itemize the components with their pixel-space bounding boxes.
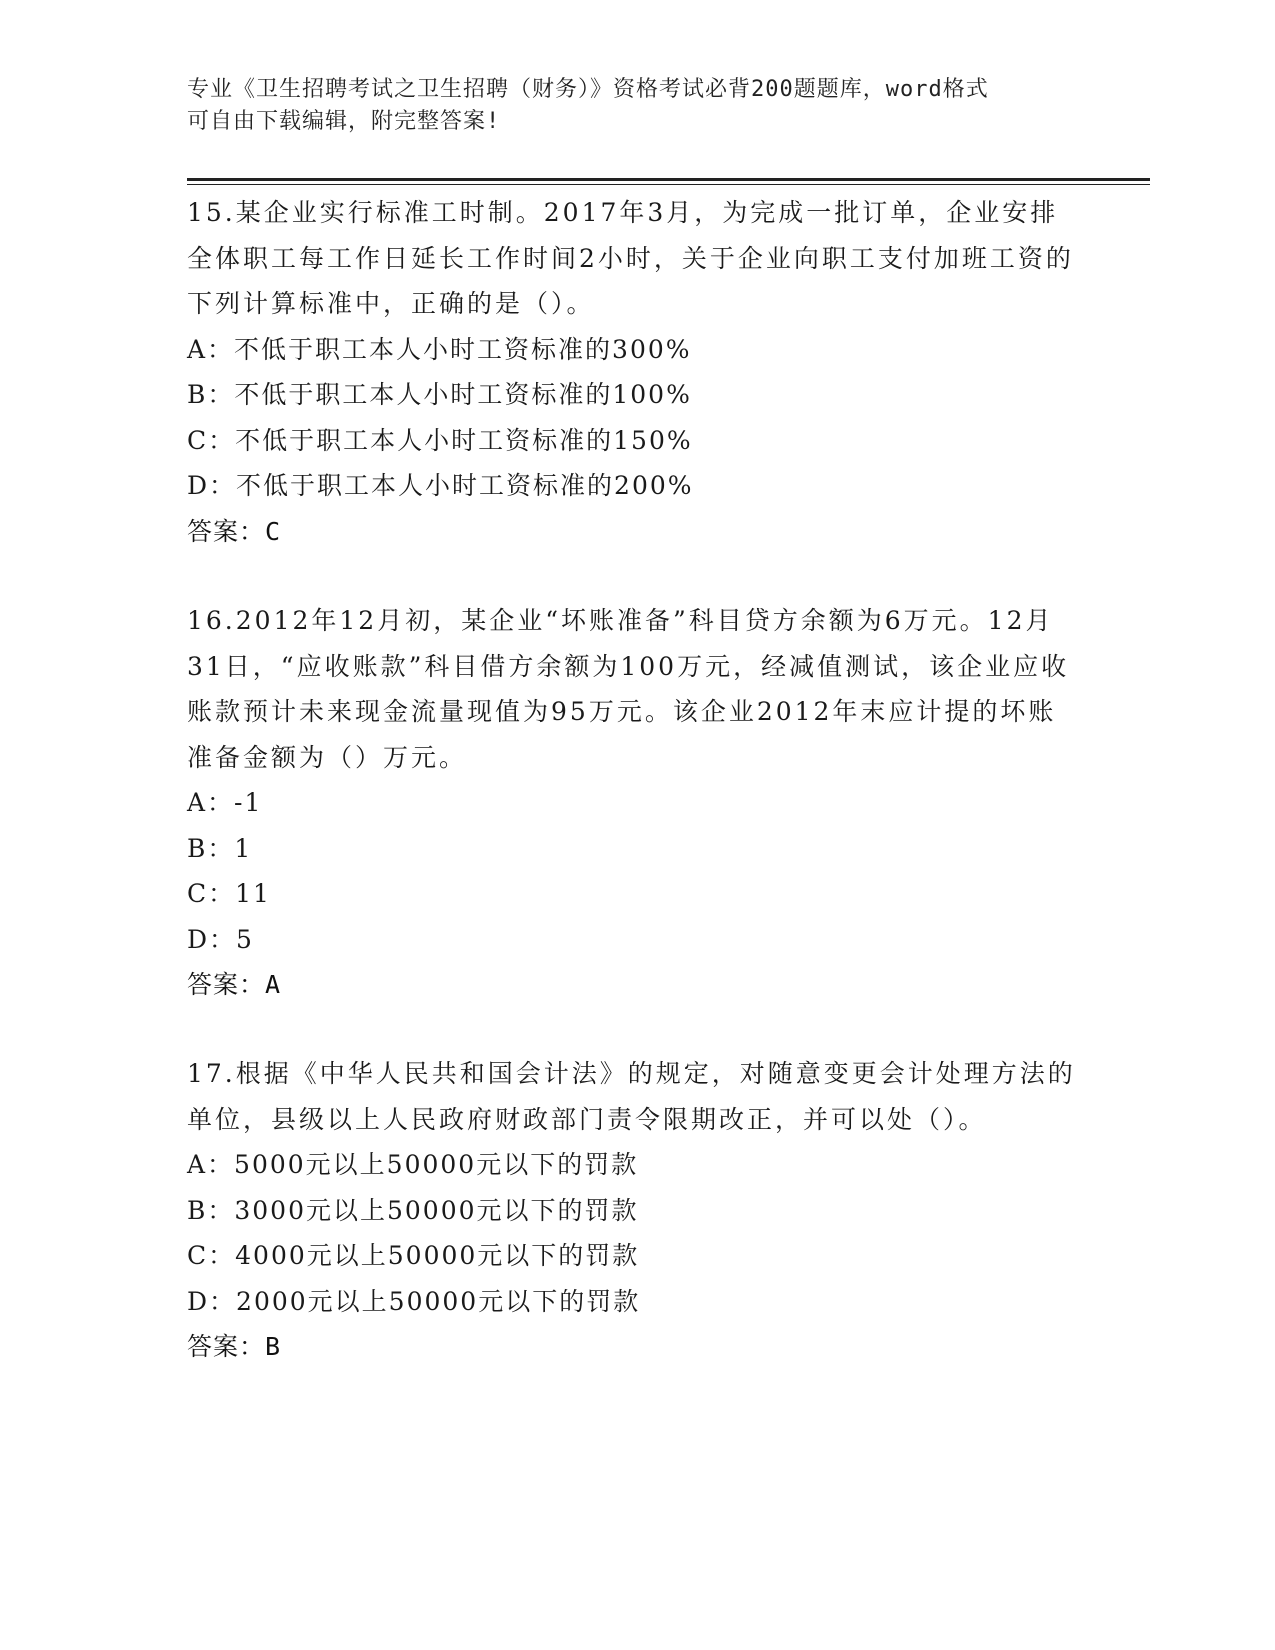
option-a: A：-1	[187, 788, 263, 817]
question-stem: 16.2012年12月初，某企业“坏账准备”科目贷方余额为6万元。12月31日，“应收账款”科目借方余额为100万元，经减值测试，该企业应收账款预计未来现金流量现值为95万元。该企业2012年末应计提的坏账准备金额为（）万元。	[187, 606, 1070, 772]
header-line-2: 可自由下载编辑，附完整答案!	[187, 109, 501, 134]
option-d: D：5	[187, 924, 254, 954]
header-divider-thick	[187, 178, 1150, 181]
answer-line: 答案：A	[187, 970, 282, 999]
question-15	[187, 190, 1082, 554]
option-d: D：不低于职工本人小时工资标准的200%	[187, 471, 694, 500]
header-divider-thin	[187, 184, 1150, 185]
answer-line: 答案：C	[187, 516, 282, 546]
option-b: B：3000元以上50000元以下的罚款	[187, 1195, 639, 1225]
document-header	[187, 74, 1067, 138]
option-c: C：11	[187, 879, 271, 908]
answer-line: 答案：B	[187, 1332, 282, 1361]
question-stem: 15.某企业实行标准工时制。2017年3月，为完成一批订单，企业安排全体职工每工作日延长工作时间2小时，关于企业向职工支付加班工资的下列计算标准中，正确的是（）。	[187, 198, 1074, 318]
question-stem: 17.根据《中华人民共和国会计法》的规定，对随意变更会计处理方法的单位，县级以上人民政府财政部门责令限期改正，并可以处（）。	[187, 1059, 1076, 1134]
option-c: C：4000元以上50000元以下的罚款	[187, 1241, 640, 1270]
header-line-1: 专业《卫生招聘考试之卫生招聘（财务）》资格考试必背200题题库，word格式	[187, 77, 989, 102]
question-17	[187, 1051, 1082, 1370]
option-c: C：不低于职工本人小时工资标准的150%	[187, 425, 693, 455]
option-b: B：1	[187, 833, 253, 863]
option-a: A：5000元以上50000元以下的罚款	[187, 1150, 639, 1179]
option-a: A：不低于职工本人小时工资标准的300%	[187, 334, 692, 364]
option-d: D：2000元以上50000元以下的罚款	[187, 1286, 641, 1316]
question-16	[187, 598, 1082, 1008]
option-b: B：不低于职工本人小时工资标准的100%	[187, 380, 692, 409]
